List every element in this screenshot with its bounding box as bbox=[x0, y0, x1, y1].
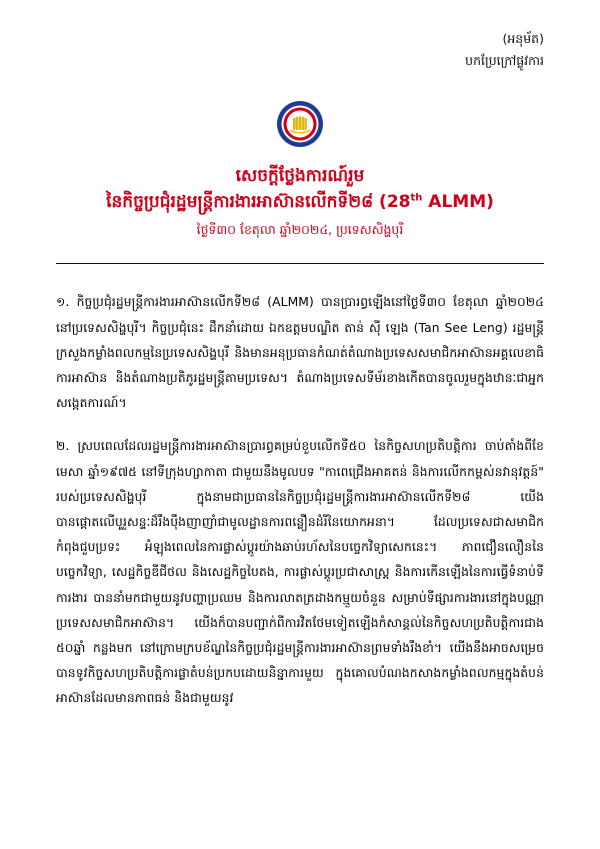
paragraph-1: ១. កិច្ចប្រជុំរដ្ឋមន្ត្រីការងារអាស៊ានលើកទី២៨ (ALMM) បានប្រារព្ធឡើងនៅថ្ងៃទី៣០ ខែតុលា ឆ្នាំ២០២៤ នៅប្រទេសសិង្ហបុរី។ កិច្ចប្រជុំនេះ ដឹកនាំដោយ ឯកឧត្តមបណ្ឌិត តាន់ ស៊ី ឡេង (Tan See Leng) រដ្ឋមន្ត្រីក្រសួងកម្លាំងពលកម្មនៃប្រទេសសិង្ហបុរី និងមានអនុប្រធានកំណត់តំណាងប្រទេសសមាជិកអាស៊ានអគ្គលេខាធិការអាស៊ាន និងតំណាងប្រតិភូរដ្ឋមន្ត្រីតាមប្រទេស។ តំណាងប្រទេសទីម័រខាងកើតបានចូលរួមក្នុងឋានៈជាអ្នកសង្កេតការណ៍។ bbox=[56, 295, 544, 411]
title-line-2-main: នៃកិច្ចប្រជុំរដ្ឋមន្ត្រីការងារអាស៊ានលើកទី២៨ (28 bbox=[106, 192, 411, 213]
approval-note-line2: បកប្រែក្រៅផ្លូវការ bbox=[465, 52, 544, 68]
emblem-container bbox=[56, 100, 544, 148]
title-line-2 bbox=[56, 189, 544, 216]
document-subtitle: ថ្ងៃទី៣០ ខែតុលា ឆ្នាំ២០២៤, ប្រទេសសិង្ហបុរី bbox=[196, 222, 404, 238]
header-divider bbox=[56, 263, 544, 264]
asean-emblem-icon bbox=[276, 100, 324, 148]
title-line-1: សេចក្តីថ្លែងការណ៍រួម bbox=[235, 165, 365, 186]
title-line-2-tail: ALMM) bbox=[422, 192, 494, 213]
approval-note-line1: (អនុម័ត) bbox=[502, 31, 544, 46]
document-title bbox=[56, 164, 544, 217]
approval-note bbox=[56, 28, 544, 72]
document-body bbox=[56, 290, 544, 711]
title-ordinal-suffix: th bbox=[410, 192, 423, 204]
paragraph-2: ២. ស្របពេលដែលរដ្ឋមន្ត្រីការងារអាស៊ានប្រារព្ធគម្រប់ខួបលើកទី៥០ នៃកិច្ចសហប្រតិបត្តិការ ចាប់តាំងពីខែមេសា ឆ្នាំ១៩៧៥ នៅទីក្រុងហ្សាកាតា ជាមួយនឹងមូលបទ "កាពេជ្រើងអាគតន់ និងការលើកកម្ពស់នវានុវត្តន៍" របស់ប្រទេសសិង្ហបុរី ក្នុងនាមជាប្រធាននៃកិច្ចប្រជុំរដ្ឋមន្ត្រីការងារអាស៊ានលើកទី២៨ យើងបានផ្តោតលើបូរួសន្ទៈដ៏រឹងប៉ឹងញាញាំជាមូលដ្ឋានការពន្លឿនដំរីនៃយោកអនា។ ដែលប្រទេសជាសមាជិកកំពុងជួបប្រទះ អំឡុងពេលនៃការផ្លាស់ប្តូរយ៉ាងឆាប់រហ័សនៃបច្ចេកវិទ្យាសេកនេះ។ ភាពជឿនលឿននៃបច្ចេកវិទ្យា, សេដ្ឋកិច្ចឌីជីថល និងសេដ្ឋកិច្ចបៃតង, ការផ្លាស់ប្តូរប្រជាសាស្ត្រ និងការកើនឡើងនៃការធ្វើទំនាប់ទីការងារ បាននាំមកជាមួយនូវបញ្ហាប្រឈម និងការលាតត្រដាងកម្មួយចំនួន សម្រាប់ទីផ្សារការងារនៅក្នុងបណ្ណាប្រទេសសមាជិកអាស៊ាន។ យើងក៏បានបញ្ជាក់ពីការវិតថែមទៀតឡើងកំសាន្តល់នៃកិច្ចសហប្រតិបត្តិការជាង ៥០ឆ្នាំ កន្លងមក នៅក្រោមក្របខ័ណ្ឌនៃកិច្ចប្រជុំរដ្ឋមន្ត្រីការងារអាស៊ានព្រមទាំងរឹងខាំ។ យើងនឹងអាចសម្រេចបានទូវកិច្ចសហប្រតិបត្តិការផ្លាតំបន់ប្រកបដោយនិន្នាការមួយ ក្នុងគោលបំណងកសាងកម្លាំងពលកម្មក្នុងតំបន់អាស៊ានដែលមានភាពធន់ និងជាមួយនូវ bbox=[56, 439, 544, 706]
